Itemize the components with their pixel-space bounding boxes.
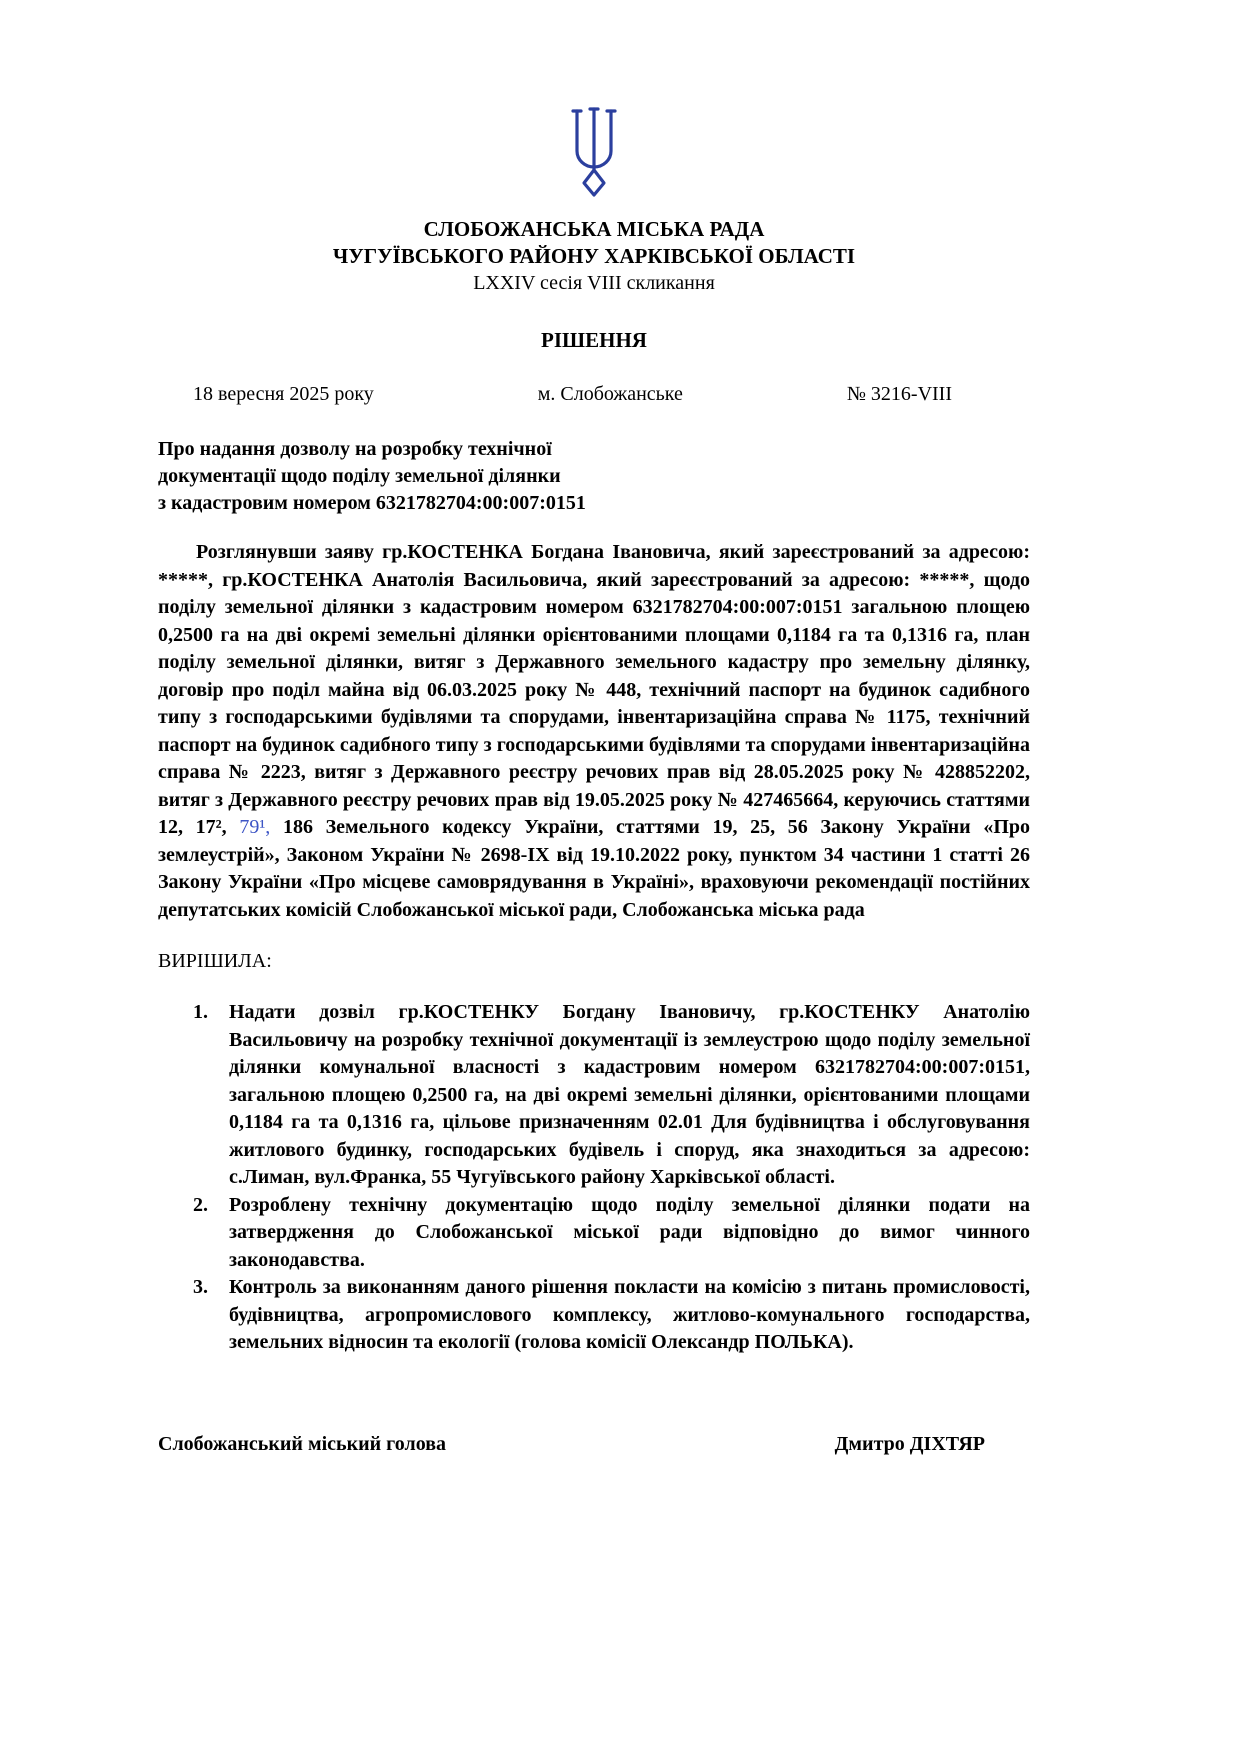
list-item	[193, 1274, 1030, 1357]
list-item-text: Контроль за виконанням даного рішення покласти на комісію з питань промисловості, будівництва, агропромислового комплексу, житлово-комунального господарства, земельних відносин та екології (голова комісії Олександр ПОЛЬКА).	[229, 1276, 1030, 1353]
subject-line-3: з кадастровим номером 6321782704:00:007:0151	[158, 492, 586, 514]
list-item-number: 2.	[193, 1193, 208, 1216]
body-text-part-1: Розглянувши заяву гр.КОСТЕНКА Богдана Івановича, який зареєстрований за адресою: *****, гр.КОСТЕНКА Анатолія Васильовича, який зареєстрований за адресою: *****, щодо поділу земельної ділянки з кадастровим номером 6321782704:00:007:0151 загальною площею 0,2500 га на дві окремі земельні ділянки орієнтованими площами 0,1184 га та 0,1316 га, план поділу земельної ділянки, витяг з Державного земельного кадастру про земельну ділянку, договір про поділ майна від 06.03.2025 року № 448, технічний паспорт на будинок садибного типу з господарськими будівлями та спорудами, інвентаризаційна справа № 1175, технічний паспорт на будинок садибного типу з господарськими будівлями та спорудами інвентаризаційна справа № 2223, витяг з Державного реєстру речових прав від 28.05.2025 року № 428852202, витяг з Державного реєстру речових прав від 19.05.2025 року № 427465664, керуючись статтями 12, 17²,	[158, 541, 1030, 838]
document-type-title: РІШЕННЯ	[541, 328, 647, 352]
document-meta-row	[158, 383, 1030, 406]
document-number: № 3216-VIII	[846, 383, 952, 405]
ukraine-trident-emblem-icon	[158, 104, 1030, 206]
list-item-number: 1.	[193, 1001, 208, 1023]
list-item	[193, 999, 1030, 1192]
subject-block	[158, 436, 1030, 517]
decision-items-list	[158, 999, 1030, 1357]
signer-name: Дмитро ДІХТЯР	[834, 1432, 985, 1455]
body-text-part-2: 186 Земельного кодексу України, статтями 19, 25, 56 Закону України «Про землеустрій», Законом України № 2698-IX від 19.10.2022 року, пунктом 34 частини 1 статті 26 Закону України «Про місцеве самоврядування в Україні», враховуючи рекомендації постійних депутатських комісій Слобожанської міської ради, Слобожанська міська рада	[158, 816, 1031, 921]
subject-line-1: Про надання дозволу на розробку технічної	[158, 438, 552, 460]
list-item-text: Надати дозвіл гр.КОСТЕНКУ Богдану Івановичу, гр.КОСТЕНКУ Анатолію Васильовичу на розробку технічної документації із землеустрою щодо поділу земельної ділянки комунальної власності з кадастровим номером 6321782704:00:007:0151, загальною площею 0,2500 га, на дві окремі земельні ділянки, орієнтованими площами 0,1184 га та 0,1316 га, цільове призначенням 02.01 Для будівництва і обслуговування житлового будинку, господарських будівель і споруд, яка знаходиться за адресою: с.Лиман, вул.Франка, 55 Чугуївського району Харківської області.	[229, 1001, 1030, 1188]
body-paragraph	[158, 539, 1030, 924]
resolved-label: ВИРІШИЛА:	[158, 950, 272, 972]
article-79-link[interactable]: 79¹,	[239, 816, 271, 838]
list-item-text: Розроблену технічну документацію щодо поділу земельної ділянки подати на затвердження до Слобожанської міської ради відповідно до вимог чинного законодавства.	[229, 1193, 1030, 1271]
list-item	[193, 1192, 1030, 1275]
organization-region: ЧУГУЇВСЬКОГО РАЙОНУ ХАРКІВСЬКОЇ ОБЛАСТІ	[332, 244, 856, 268]
organization-name: СЛОБОЖАНСЬКА МІСЬКА РАДА	[423, 217, 765, 241]
document-date: 18 вересня 2025 року	[193, 383, 374, 405]
signer-title: Слобожанський міський голова	[158, 1432, 446, 1455]
signature-row	[158, 1433, 1030, 1456]
list-item-number: 3.	[193, 1276, 208, 1298]
subject-line-2: документації щодо поділу земельної ділянки	[158, 465, 561, 487]
session-line: LXXIV сесія VIII скликання	[473, 272, 715, 294]
document-place: м. Слобожанське	[537, 383, 683, 405]
